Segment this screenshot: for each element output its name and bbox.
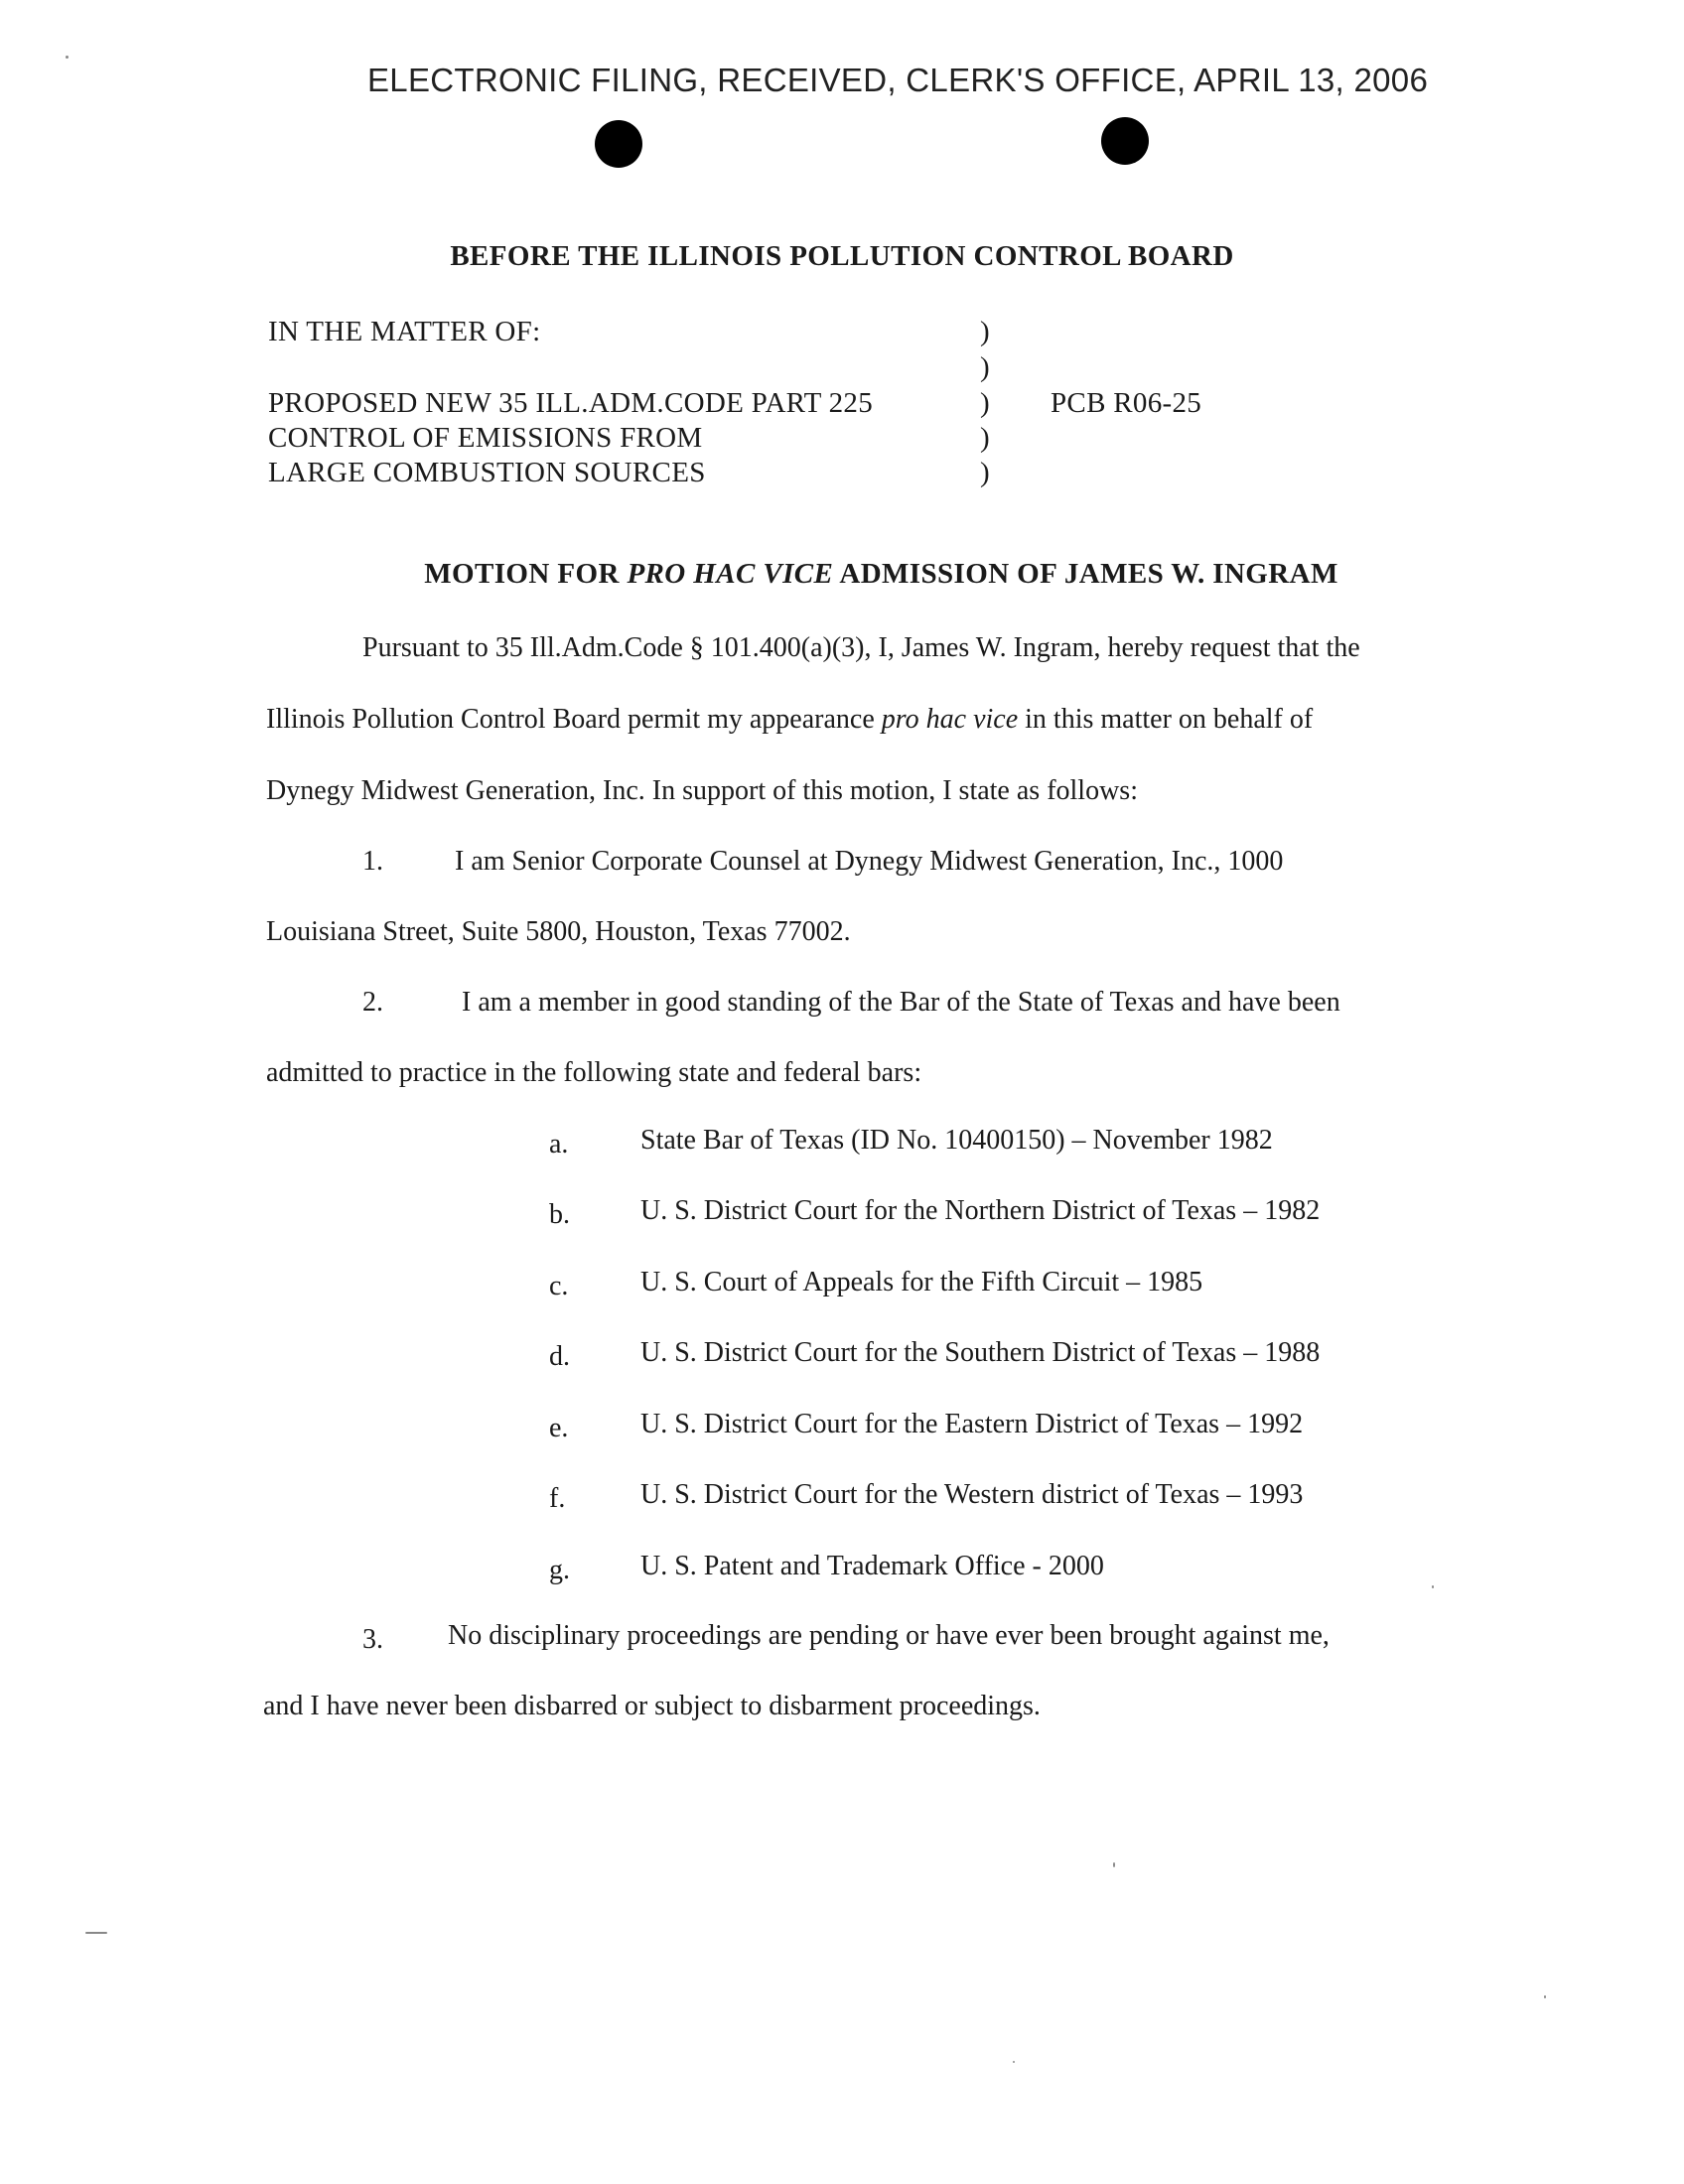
punch-hole-right xyxy=(1101,117,1149,165)
para-1-line-2: Louisiana Street, Suite 5800, Houston, Texas 77002. xyxy=(266,916,851,947)
scan-speck xyxy=(1013,2061,1015,2063)
list-item: U. S. District Court for the Southern District of Texas – 1988 xyxy=(640,1337,1321,1368)
para-2-number: 2. xyxy=(362,987,383,1018)
list-item-letter: c. xyxy=(549,1271,569,1301)
motion-title-pre: MOTION FOR xyxy=(424,558,628,590)
list-item: U. S. District Court for the Western district of Texas – 1993 xyxy=(640,1479,1304,1510)
board-title: BEFORE THE ILLINOIS POLLUTION CONTROL BOARD xyxy=(450,240,1234,272)
filing-stamp: ELECTRONIC FILING, RECEIVED, CLERK'S OFFICE, APRIL 13, 2006 xyxy=(367,62,1429,98)
caption-paren: ) xyxy=(980,316,990,347)
caption-paren: ) xyxy=(980,387,990,419)
caption-line-3: LARGE COMBUSTION SOURCES xyxy=(268,457,706,488)
list-item: U. S. Court of Appeals for the Fifth Circuit – 1985 xyxy=(640,1267,1203,1297)
list-item-letter: e. xyxy=(549,1413,569,1443)
caption-line-1: PROPOSED NEW 35 ILL.ADM.CODE PART 225 xyxy=(268,387,874,419)
motion-title-italic: PRO HAC VICE xyxy=(627,558,834,590)
para-3-line-1: No disciplinary proceedings are pending or have ever been brought against me, xyxy=(448,1620,1330,1651)
scan-speck xyxy=(1544,1995,1546,1998)
para-2-line-1: I am a member in good standing of the Bar of the State of Texas and have been xyxy=(462,987,1340,1018)
list-item-letter: a. xyxy=(549,1129,569,1160)
para-2-line-2: admitted to practice in the following state and federal bars: xyxy=(266,1057,922,1088)
intro-line-2-post: in this matter on behalf of xyxy=(1018,704,1314,735)
scan-speck xyxy=(66,56,69,59)
intro-line-3: Dynegy Midwest Generation, Inc. In support of this motion, I state as follows: xyxy=(266,775,1138,806)
scan-speck xyxy=(85,1932,107,1934)
caption-paren: ) xyxy=(980,422,990,454)
para-3-line-2: and I have never been disbarred or subject to disbarment proceedings. xyxy=(263,1691,1041,1721)
motion-title-post: ADMISSION OF JAMES W. INGRAM xyxy=(833,558,1338,590)
intro-line-2 xyxy=(266,704,1313,736)
para-3-number: 3. xyxy=(362,1624,383,1655)
case-number: PCB R06-25 xyxy=(1051,387,1202,419)
motion-title xyxy=(0,558,1684,591)
list-item: U. S. District Court for the Northern District of Texas – 1982 xyxy=(640,1195,1321,1226)
list-item-letter: b. xyxy=(549,1199,570,1230)
intro-line-2-italic: pro hac vice xyxy=(881,704,1019,735)
list-item: U. S. District Court for the Eastern District of Texas – 1992 xyxy=(640,1409,1304,1439)
list-item: U. S. Patent and Trademark Office - 2000 xyxy=(640,1551,1104,1581)
list-item-letter: g. xyxy=(549,1555,570,1585)
intro-line-1: Pursuant to 35 Ill.Adm.Code § 101.400(a)(3), I, James W. Ingram, hereby request that the xyxy=(362,632,1360,663)
list-item: State Bar of Texas (ID No. 10400150) – November 1982 xyxy=(640,1125,1273,1156)
caption-matter: IN THE MATTER OF: xyxy=(268,316,541,347)
para-1-line-1: I am Senior Corporate Counsel at Dynegy Midwest Generation, Inc., 1000 xyxy=(455,846,1284,877)
para-1-number: 1. xyxy=(362,846,383,877)
scan-speck xyxy=(1113,1862,1115,1867)
intro-line-2-pre: Illinois Pollution Control Board permit my appearance xyxy=(266,704,882,735)
punch-hole-left xyxy=(595,120,642,168)
caption-line-2: CONTROL OF EMISSIONS FROM xyxy=(268,422,703,454)
caption-paren: ) xyxy=(980,351,990,383)
caption-paren: ) xyxy=(980,457,990,488)
scan-speck xyxy=(1432,1585,1434,1588)
list-item-letter: f. xyxy=(549,1483,566,1514)
list-item-letter: d. xyxy=(549,1341,570,1372)
